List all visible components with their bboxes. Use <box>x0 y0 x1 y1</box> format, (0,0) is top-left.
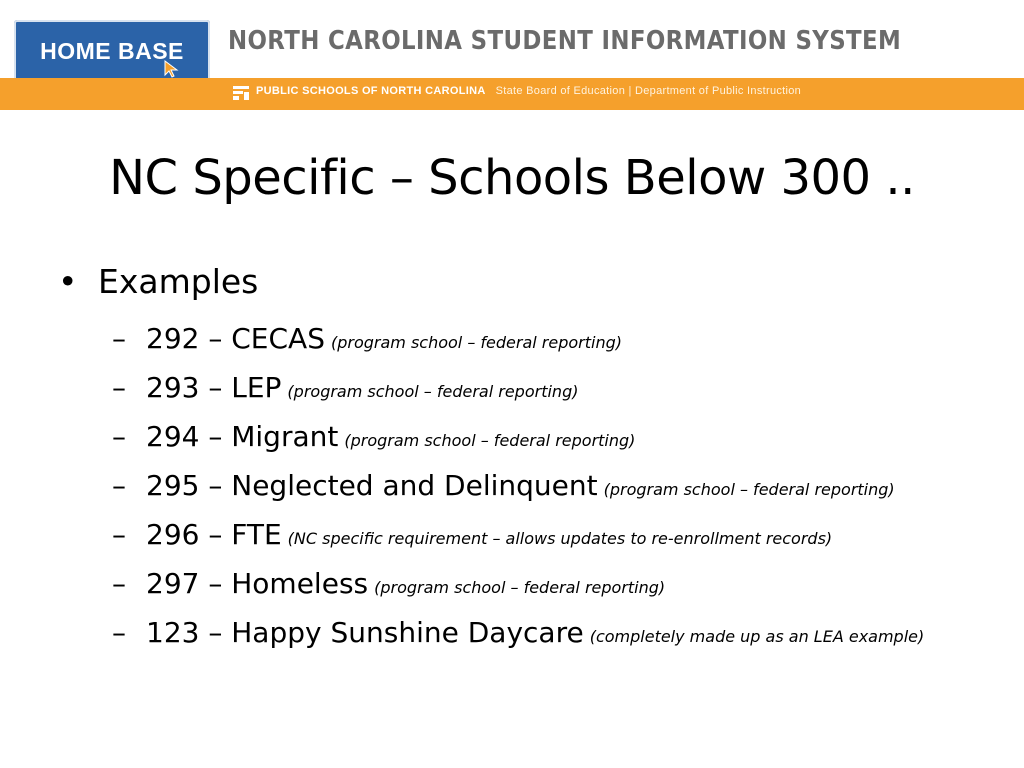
cursor-icon <box>164 60 180 78</box>
item-text: 293 – LEP <box>146 371 282 404</box>
org-name: PUBLIC SCHOOLS OF NORTH CAROLINA <box>256 85 486 97</box>
item-text: 297 – Homeless <box>146 567 369 600</box>
header-banner <box>0 0 1024 112</box>
list-item <box>112 510 1012 559</box>
list-item <box>112 461 1012 510</box>
item-note: (program school – federal reporting) <box>603 480 895 499</box>
list-item <box>112 559 1012 608</box>
item-note: (program school – federal reporting) <box>287 382 579 401</box>
bullet-label: Examples <box>98 262 259 301</box>
slide-title: NC Specific – Schools Below 300 .. <box>109 150 915 206</box>
org-line <box>256 85 801 97</box>
dash-symbol: – <box>112 420 126 453</box>
item-text: 292 – CECAS <box>146 322 325 355</box>
sub-list <box>112 314 1012 657</box>
list-item <box>112 608 1012 657</box>
logo-text: HOME BASE <box>40 38 184 64</box>
dash-symbol: – <box>112 518 126 551</box>
dash-symbol: – <box>112 469 126 502</box>
list-item <box>112 314 1012 363</box>
bullet-item <box>58 262 258 301</box>
dash-symbol: – <box>112 322 126 355</box>
list-item <box>112 363 1012 412</box>
item-note: (program school – federal reporting) <box>330 333 623 352</box>
list-item <box>112 412 1012 461</box>
banner-title: NORTH CAROLINA STUDENT INFORMATION SYSTEM <box>228 26 902 56</box>
dash-symbol: – <box>112 616 126 649</box>
org-detail: State Board of Education | Department of Public Instruction <box>495 85 802 97</box>
item-text: 123 – Happy Sunshine Daycare <box>146 616 584 649</box>
item-note: (completely made up as an LEA example) <box>589 627 925 646</box>
item-text: 295 – Neglected and Delinquent <box>146 469 598 502</box>
home-base-logo <box>14 20 210 82</box>
nc-state-logo-icon <box>232 84 250 102</box>
item-note: (program school – federal reporting) <box>344 431 636 450</box>
item-text: 296 – FTE <box>146 518 282 551</box>
dash-symbol: – <box>112 567 126 600</box>
item-note: (NC specific requirement – allows updates to re-enrollment records) <box>287 529 833 548</box>
item-note: (program school – federal reporting) <box>374 578 666 597</box>
dash-symbol: – <box>112 371 126 404</box>
item-text: 294 – Migrant <box>146 420 339 453</box>
bullet-symbol: • <box>58 262 78 301</box>
